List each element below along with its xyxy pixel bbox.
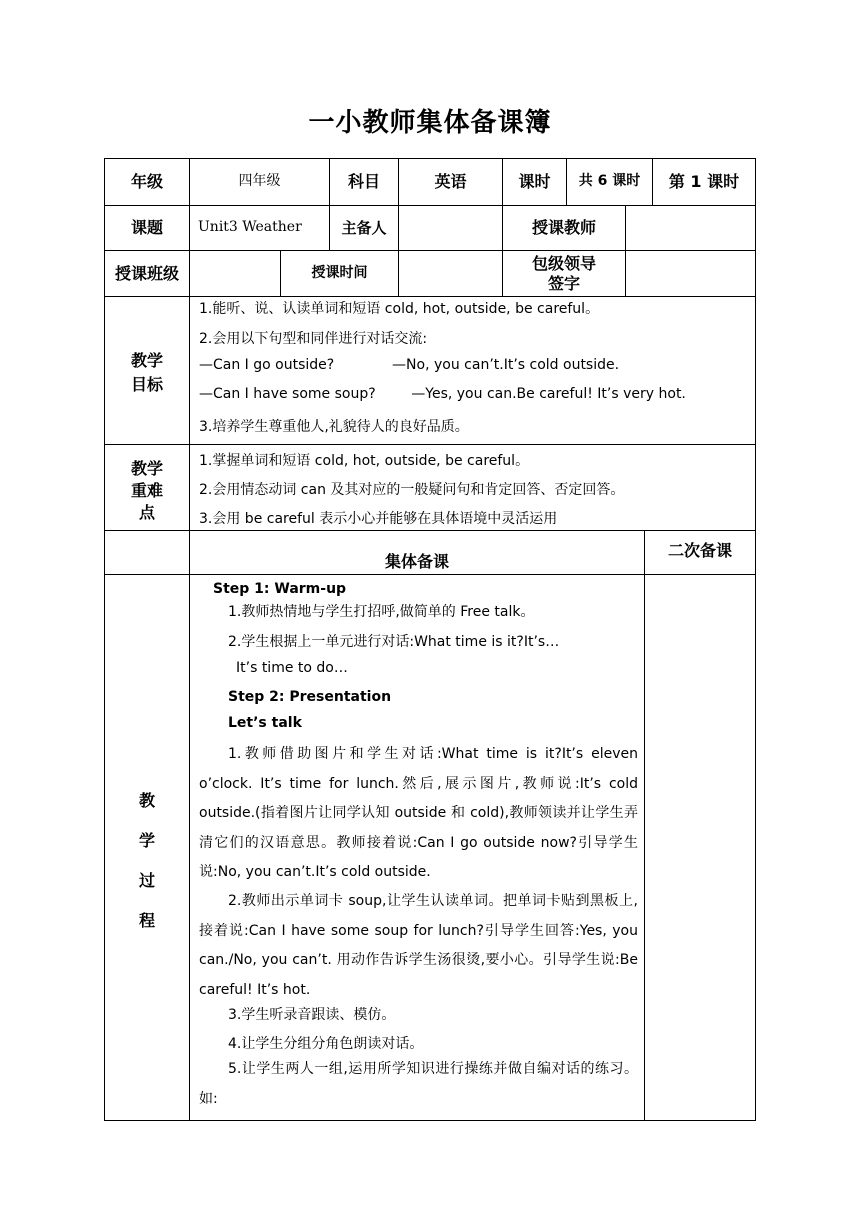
process-paragraph: 1.教师借助图片和学生对话:What time is it?It’s eleven o’clock. It’s time for lunch.然后,展示图片,教师说:It’s cold outside.(指着图片让同学认知 outside 和 cold),教师领读并让学生弄清它们的汉语意思。教师接着说:Can I go outside now?引导学生说:No, you can’t.It’s cold outside. xyxy=(199,746,638,880)
step1-line: 1.教师热情地与学生打招呼,做简单的 Free talk。 xyxy=(228,604,535,620)
key-point-line: 3.会用 be careful 表示小心并能够在具体语境中灵活运用 xyxy=(199,511,558,527)
time-value xyxy=(399,251,502,296)
leader-sign-label: 包级领导签字 xyxy=(531,254,596,293)
grade-value: 四年级 xyxy=(238,173,281,190)
key-point-line: 1.掌握单词和短语 cold, hot, outside, be careful。 xyxy=(199,453,530,469)
preparer-label: 主备人 xyxy=(341,218,387,237)
goal-line: —Can I go outside? —No, you can’t.It’s cold outside. xyxy=(199,357,620,373)
process-paragraph: 4.让学生分组分角色朗读对话。 xyxy=(228,1036,424,1052)
time-label: 授课时间 xyxy=(311,264,368,281)
step2-title: Step 2: Presentation xyxy=(228,689,392,705)
key-label-line1: 教学 xyxy=(130,459,163,478)
key-point-line: 2.会用情态动词 can 及其对应的一般疑问句和肯定回答、否定回答。 xyxy=(199,482,625,498)
collective-prep-header: 集体备课 xyxy=(384,552,449,571)
goals-label-line2: 目标 xyxy=(130,375,163,394)
key-label-line3: 点 xyxy=(138,503,155,522)
lets-talk-heading: Let’s talk xyxy=(228,715,302,731)
topic-label: 课题 xyxy=(130,218,163,237)
key-label-line2: 重难 xyxy=(130,481,163,500)
process-label-char: 学 xyxy=(138,831,155,850)
class-label: 授课班级 xyxy=(114,263,179,283)
class-value xyxy=(190,251,280,296)
step1-title: Step 1: Warm-up xyxy=(213,581,347,597)
goal-line: 3.培养学生尊重他人,礼貌待人的良好品质。 xyxy=(199,419,469,435)
period-total: 共 6 课时 xyxy=(578,173,641,190)
subject-value: 英语 xyxy=(434,172,467,191)
process-label-char: 程 xyxy=(138,911,155,930)
leader-sign-value xyxy=(626,251,755,296)
process-paragraph: 2.教师出示单词卡 soup,让学生认读单词。把单词卡贴到黑板上,接着说:Can I have some soup for lunch?引导学生回答:Yes, you can./No, you can’t. 用动作告诉学生汤很烫,要小心。引导学生说:Be careful! It’s hot. xyxy=(199,893,638,998)
preparer-value xyxy=(399,206,502,250)
process-paragraph: 3.学生听录音跟读、模仿。 xyxy=(228,1007,396,1023)
process-label-char: 过 xyxy=(138,871,155,890)
period-current: 第 1 课时 xyxy=(668,172,740,191)
secondary-prep-header: 二次备课 xyxy=(667,541,732,560)
grade-label: 年级 xyxy=(130,172,163,191)
subject-label: 科目 xyxy=(347,172,380,191)
goal-line: 2.会用以下句型和同伴进行对话交流: xyxy=(199,331,428,347)
period-label: 课时 xyxy=(518,172,551,191)
page-title: 一小教师集体备课簿 xyxy=(308,108,552,138)
topic-value: Unit3 Weather xyxy=(198,219,302,236)
step1-line: It’s time to do… xyxy=(236,660,348,676)
teacher-label: 授课教师 xyxy=(531,218,596,237)
teacher-value xyxy=(626,206,755,250)
goal-line: —Can I have some soup? —Yes, you can.Be careful! It’s very hot. xyxy=(199,386,686,402)
step1-line: 2.学生根据上一单元进行对话:What time is it?It’s… xyxy=(228,634,560,650)
process-label-char: 教 xyxy=(138,791,155,810)
goals-label-line1: 教学 xyxy=(130,351,163,370)
process-paragraph: 5.让学生两人一组,运用所学知识进行操练并做自编对话的练习。如: xyxy=(199,1061,638,1107)
goal-line: 1.能听、说、认读单词和短语 cold, hot, outside, be careful。 xyxy=(199,301,600,317)
